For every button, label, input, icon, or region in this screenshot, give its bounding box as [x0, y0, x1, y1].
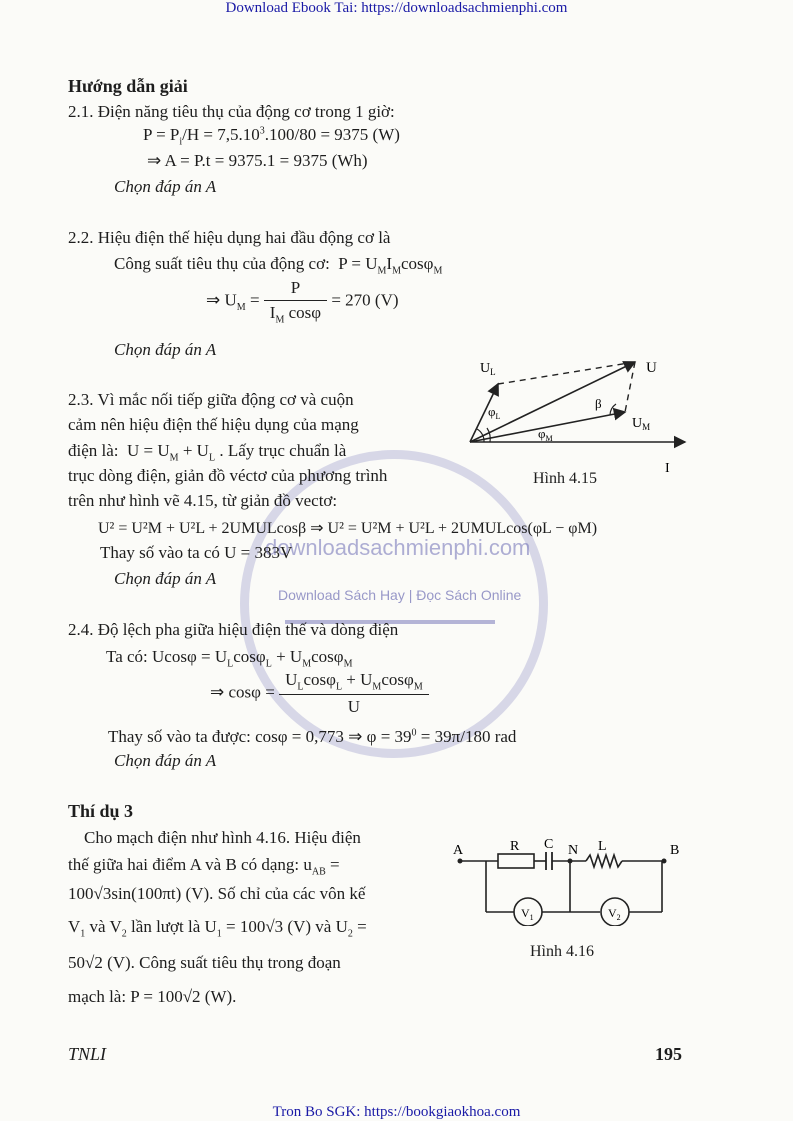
s22-formula: ⇒ $U_M$ = $\frac{P}{I_M \cos\varphi}$ = 270 (V)	[206, 278, 399, 326]
label-UM: $U_M$	[632, 416, 651, 432]
s23-line1: 2.3. Vì mắc nối tiếp giữa động cơ và cuộn	[68, 390, 354, 409]
s24-line4: Thay số vào ta được: cosφ = 0,773 ⇒ $\varphi = 39^0 = 39\pi/180$ rad	[108, 727, 517, 746]
example-line6: mạch là: P = 100√2 (W).	[68, 987, 237, 1006]
example-line5: 50√2 (V). Công suất tiêu thụ trong đoạn	[68, 953, 341, 972]
inductor-L	[586, 855, 622, 867]
label-V2: $V_2$	[608, 906, 621, 922]
figure-4-16-caption: Hình 4.16	[530, 943, 594, 960]
label-phiL: $\varphi_L$	[488, 404, 501, 421]
page-number: 195	[655, 1044, 682, 1064]
header-link[interactable]: Download Ebook Tai: https://downloadsachmienphi.com	[225, 0, 568, 16]
s21-line1: 2.1. Điện năng tiêu thụ của động cơ trong 1 giờ:	[68, 102, 395, 121]
s22-fraction: $\frac{P}{I_M \cos\varphi}$	[264, 278, 327, 325]
example-line3: 100√3sin(100πt) (V). Số chỉ của các vôn kế	[68, 884, 366, 903]
s21-line2: $P = P_i/H = 7,5.10^3.100/80 = 9375$ (W)	[143, 125, 400, 148]
s24-formula: ⇒ cosφ = $\frac{U_L\cos\varphi_L + U_M\cos\varphi_M}{U}$	[210, 670, 429, 717]
s22-line2: Công suất tiêu thụ của động cơ: $P = U_MI_M\cos\varphi_M$	[114, 254, 443, 277]
label-R: R	[510, 839, 520, 854]
s23-line7: Thay số vào ta có U = 383V	[100, 543, 293, 562]
s23-line3: điện là: $U = U_M + U_L$ . Lấy trục chuẩn là	[68, 441, 347, 464]
figure-4-15-caption: Hình 4.15	[533, 470, 597, 487]
watermark-subtext: Download Sách Hay | Đọc Sách Online	[278, 587, 522, 603]
label-V1: $V_1$	[521, 906, 534, 922]
example-line4: $V_1$ và $V_2$ lần lượt là $U_1 = 100√3$ (V) và $U_2$ =	[68, 917, 367, 940]
footer-link[interactable]: Tron Bo SGK: https://bookgiaokhoa.com	[272, 1104, 521, 1120]
label-C: C	[544, 837, 554, 852]
node-B: B	[670, 843, 680, 858]
label-UL: $U_L$	[480, 361, 496, 377]
node-N: N	[568, 843, 579, 858]
s24-fraction: $\frac{U_L\cos\varphi_L + U_M\cos\varphi_M}{U}$	[279, 670, 429, 717]
s21-choose: Chọn đáp án A	[114, 177, 217, 196]
dashed-parallel-right	[625, 362, 635, 412]
s22-line1: 2.2. Hiệu điện thế hiệu dụng hai đầu động cơ là	[68, 228, 391, 247]
example-line2: thế giữa hai điểm A và B có dạng: $u_{AB}$ =	[68, 855, 340, 878]
s23-formula: U² = U²M + U²L + 2UMULcosβ ⇒ U² = U²M + U²L + 2UMULcos(φL − φM)	[98, 520, 598, 537]
s23-line4: trục dòng điện, giản đồ véctơ của phương trình	[68, 466, 388, 485]
figure-4-16	[450, 836, 695, 926]
label-U: U	[646, 360, 657, 376]
label-beta: β	[595, 396, 602, 411]
dashed-parallel-top	[498, 362, 635, 384]
s24-line2: Ta có: $Ucos\varphi = U_L\cos\varphi_L + U_M\cos\varphi_M$	[106, 647, 353, 670]
s21-line3: ⇒ A = P.t = 9375.1 = 9375 (Wh)	[147, 151, 368, 170]
s23-line2: cảm nên hiệu điện thế hiệu dụng của mạng	[68, 415, 359, 434]
example-line1: Cho mạch điện như hình 4.16. Hiệu điện	[84, 828, 361, 847]
section-title: Hướng dẫn giải	[68, 76, 188, 96]
s23-line5: trên như hình vẽ 4.15, từ giản đồ vectơ:	[68, 491, 338, 510]
resistor-R	[498, 854, 534, 868]
footer-left: TNLI	[68, 1044, 107, 1064]
s24-choose: Chọn đáp án A	[114, 751, 217, 770]
s24-line1: 2.4. Độ lệch pha giữa hiệu điện thế và dòng điện	[68, 620, 399, 639]
label-L: L	[598, 839, 607, 854]
s22-choose: Chọn đáp án A	[114, 340, 217, 359]
node-A: A	[453, 843, 464, 858]
label-phiM: $\varphi_M$	[538, 426, 553, 443]
watermark-text: downloadsachmienphi.com	[265, 535, 531, 560]
s23-choose: Chọn đáp án A	[114, 569, 217, 588]
example-title: Thí dụ 3	[68, 801, 134, 821]
label-I: I	[665, 461, 670, 476]
